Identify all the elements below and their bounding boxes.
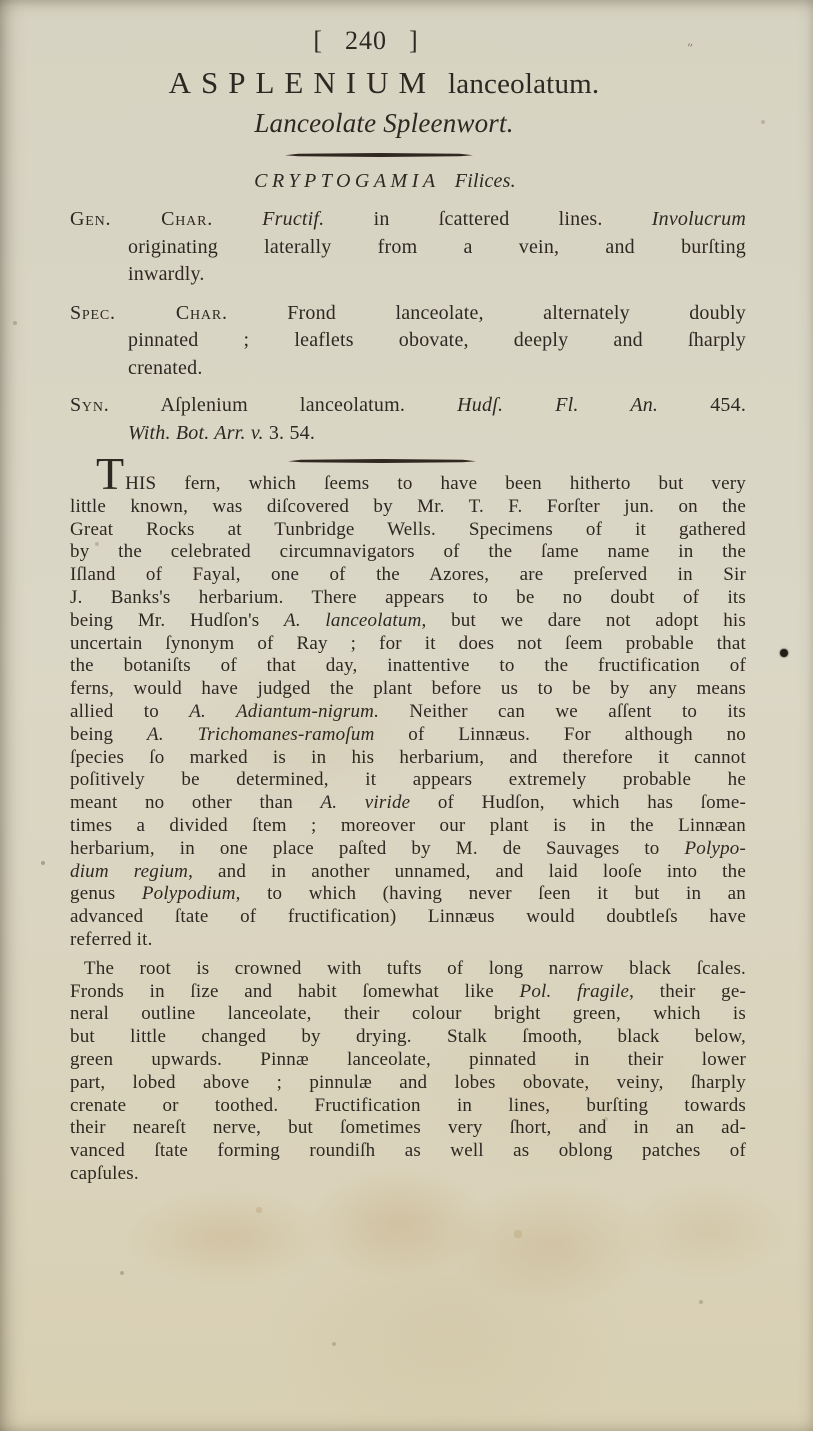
bracket-open: [ bbox=[313, 26, 323, 55]
text-segment: Neither can we aſſent to its bbox=[379, 700, 746, 722]
text-line bbox=[70, 1003, 746, 1026]
swelled-rule-top bbox=[285, 153, 473, 157]
text-segment: Hudſ. Fl. An. bbox=[457, 394, 659, 416]
text-segment: herbarium, in one place paſted by M. de Sauvages to bbox=[70, 837, 685, 859]
text-segment: little known, was diſcovered by Mr. T. F. Forſter jun. on the bbox=[70, 495, 746, 517]
text-line bbox=[70, 906, 746, 929]
text-segment: Gen. Char. bbox=[70, 208, 214, 230]
text-line bbox=[70, 981, 746, 1004]
text-line bbox=[70, 519, 746, 542]
text-segment: , and in another unnamed, and laid looſe into the bbox=[188, 860, 746, 882]
text-line bbox=[70, 701, 746, 724]
text-segment: ferns, would have judged the plant before us to be by any means bbox=[70, 678, 746, 700]
text-segment: meant no other than bbox=[70, 792, 321, 814]
text-line bbox=[70, 724, 746, 747]
text-line bbox=[70, 1026, 746, 1049]
section-synonyms bbox=[70, 392, 746, 447]
text-line bbox=[70, 541, 746, 564]
text-segment: Frond lanceolate, alternately doubly bbox=[227, 301, 746, 324]
text-segment: Iſland of Fayal, one of the Azores, are preſerved in Sir bbox=[70, 564, 746, 586]
page-number bbox=[70, 26, 662, 56]
text-segment: Fructif. bbox=[262, 208, 325, 230]
text-segment: A. viride bbox=[320, 792, 411, 814]
text-segment: of Linnæus. For although no bbox=[374, 723, 747, 745]
paragraph-description bbox=[70, 958, 746, 1186]
text-segment: dium regium bbox=[70, 860, 189, 882]
text-line bbox=[70, 1140, 746, 1163]
text-segment: J. Banks's herbarium. There appears to be no doubt of its bbox=[70, 586, 746, 608]
swelled-rule-middle bbox=[288, 459, 476, 463]
text-line bbox=[70, 1049, 746, 1072]
text-segment: referred it. bbox=[70, 928, 153, 950]
text-segment: Polypo- bbox=[684, 837, 746, 859]
text-line bbox=[70, 587, 746, 610]
text-segment: allied to bbox=[70, 700, 190, 722]
paragraph-discussion bbox=[70, 448, 747, 952]
section-generic-character bbox=[70, 206, 746, 289]
text-segment: the botaniſts of that day, inattentive to the fructification of bbox=[70, 655, 746, 677]
section-specific-character bbox=[70, 300, 746, 383]
text-segment: times a divided ſtem ; moreover our plant is in the Linnæan bbox=[70, 814, 746, 836]
text-segment: pinnated ; leaflets obovate, deeply and ſharply bbox=[128, 329, 746, 351]
text-segment: their neareſt nerve, but ſometimes very ſhort, and in an ad- bbox=[70, 1117, 746, 1139]
text-line bbox=[70, 1072, 746, 1095]
taxonomy-line bbox=[70, 169, 700, 193]
text-line bbox=[70, 300, 746, 328]
text-line bbox=[70, 792, 746, 815]
text-line bbox=[70, 1117, 746, 1140]
text-segment: HIS fern, which ſeems to have been hitherto but very bbox=[125, 473, 746, 494]
species-title bbox=[70, 64, 698, 103]
text-segment: advanced ſtate of fructification) Linnæus would doubtleſs have bbox=[70, 906, 746, 928]
text-line bbox=[70, 261, 746, 289]
text-segment: A. lanceolatum bbox=[284, 609, 422, 631]
text-line bbox=[70, 838, 746, 861]
text-segment: , their ge- bbox=[629, 980, 747, 1002]
text-line bbox=[70, 815, 746, 838]
text-segment: 454. bbox=[658, 394, 747, 416]
text-segment: uncertain ſynonym of Ray ; for it does not ſeem probable that bbox=[70, 632, 746, 654]
text-segment: Syn. bbox=[70, 394, 110, 416]
text-line bbox=[70, 496, 746, 519]
text-segment: Fronds in ſize and habit ſomewhat like bbox=[70, 980, 520, 1002]
text-segment: neral outline lanceolate, their colour bright green, which is bbox=[70, 1003, 746, 1025]
page-number-value: 240 bbox=[345, 26, 387, 55]
initial-capital: T bbox=[96, 448, 126, 499]
text-line bbox=[70, 1095, 746, 1118]
text-line bbox=[70, 747, 746, 770]
text-line bbox=[70, 327, 746, 355]
text-segment: by the celebrated circumnavigators of the ſame name in the bbox=[70, 541, 746, 563]
text-segment: ſpecies ſo marked is in his herbarium, and therefore it cannot bbox=[70, 746, 746, 768]
text-segment: green upwards. Pinnæ lanceolate, pinnated in their lower bbox=[70, 1048, 746, 1070]
text-segment: Great Rocks at Tunbridge Wells. Specimens of it gathered bbox=[70, 518, 746, 540]
text-line bbox=[70, 206, 746, 234]
text-segment: part, lobed above ; pinnulæ and lobes obovate, veiny, ſharply bbox=[70, 1071, 746, 1093]
text-segment: , to which (having never ſeen it but in an bbox=[235, 883, 746, 905]
taxonomy-order: Filices. bbox=[454, 170, 516, 192]
text-segment: A. Adiantum-nigrum. bbox=[189, 700, 380, 722]
text-segment: Aſplenium lanceolatum. bbox=[109, 394, 458, 416]
taxonomy-class: CRYPTOGAMIA bbox=[254, 170, 440, 192]
text-line bbox=[70, 392, 746, 420]
text-segment: crenate or toothed. Fructification in lines, burſting towards bbox=[70, 1094, 746, 1116]
text-segment: originating laterally from a vein, and burſting bbox=[128, 235, 746, 258]
text-segment: Polypodium bbox=[141, 883, 236, 905]
text-line bbox=[70, 655, 746, 678]
text-line bbox=[70, 448, 746, 499]
text-segment: Spec. Char. bbox=[70, 301, 228, 324]
text-line bbox=[70, 234, 746, 262]
text-segment: Pol. fragile bbox=[519, 980, 630, 1002]
text-line bbox=[70, 678, 746, 701]
paper-specks bbox=[0, 0, 2, 2]
text-segment: being bbox=[70, 723, 148, 745]
text-segment bbox=[213, 208, 262, 230]
text-segment: Involucrum bbox=[651, 208, 746, 230]
genus-name: ASPLENIUM bbox=[168, 65, 437, 100]
species-epithet: lanceolatum. bbox=[447, 68, 600, 100]
text-line bbox=[70, 633, 746, 656]
text-segment: crenated. bbox=[128, 356, 203, 379]
text-segment: vanced ſtate forming roundiſh as well as oblong patches of bbox=[70, 1140, 746, 1162]
bracket-close: ] bbox=[409, 26, 419, 55]
text-line bbox=[70, 769, 746, 792]
text-segment: capſules. bbox=[70, 1162, 139, 1184]
text-segment: With. Bot. Arr. v. bbox=[128, 421, 264, 444]
text-segment: inwardly. bbox=[128, 263, 205, 285]
page-content bbox=[70, 0, 746, 1186]
text-segment: 3. 54. bbox=[263, 421, 316, 444]
text-segment: genus bbox=[70, 883, 142, 905]
text-segment: in ſcattered lines. bbox=[324, 208, 652, 230]
text-line bbox=[70, 861, 746, 884]
text-segment: of Hudſon, which has ſome- bbox=[410, 792, 746, 814]
text-line bbox=[70, 610, 746, 633]
text-line bbox=[70, 883, 746, 906]
text-line bbox=[70, 1163, 746, 1186]
text-line bbox=[70, 929, 746, 952]
text-line bbox=[70, 420, 746, 448]
text-segment: but little changed by drying. Stalk ſmooth, black below, bbox=[70, 1026, 746, 1048]
text-line bbox=[70, 355, 746, 383]
margin-ink-dot bbox=[780, 649, 788, 657]
text-segment: A. Trichomanes-ramoſum bbox=[147, 723, 375, 745]
text-segment: being Mr. Hudſon's bbox=[70, 609, 285, 631]
text-segment: poſitively be determined, it appears extremely probable he bbox=[70, 769, 746, 791]
paper-mark: ʺ bbox=[684, 39, 694, 56]
common-name: Lanceolate Spleenwort. bbox=[254, 108, 514, 138]
text-line bbox=[70, 564, 746, 587]
text-line bbox=[70, 958, 746, 981]
text-segment: , but we dare not adopt his bbox=[421, 609, 746, 631]
text-segment: The root is crowned with tufts of long narrow black ſcales. bbox=[84, 957, 746, 979]
